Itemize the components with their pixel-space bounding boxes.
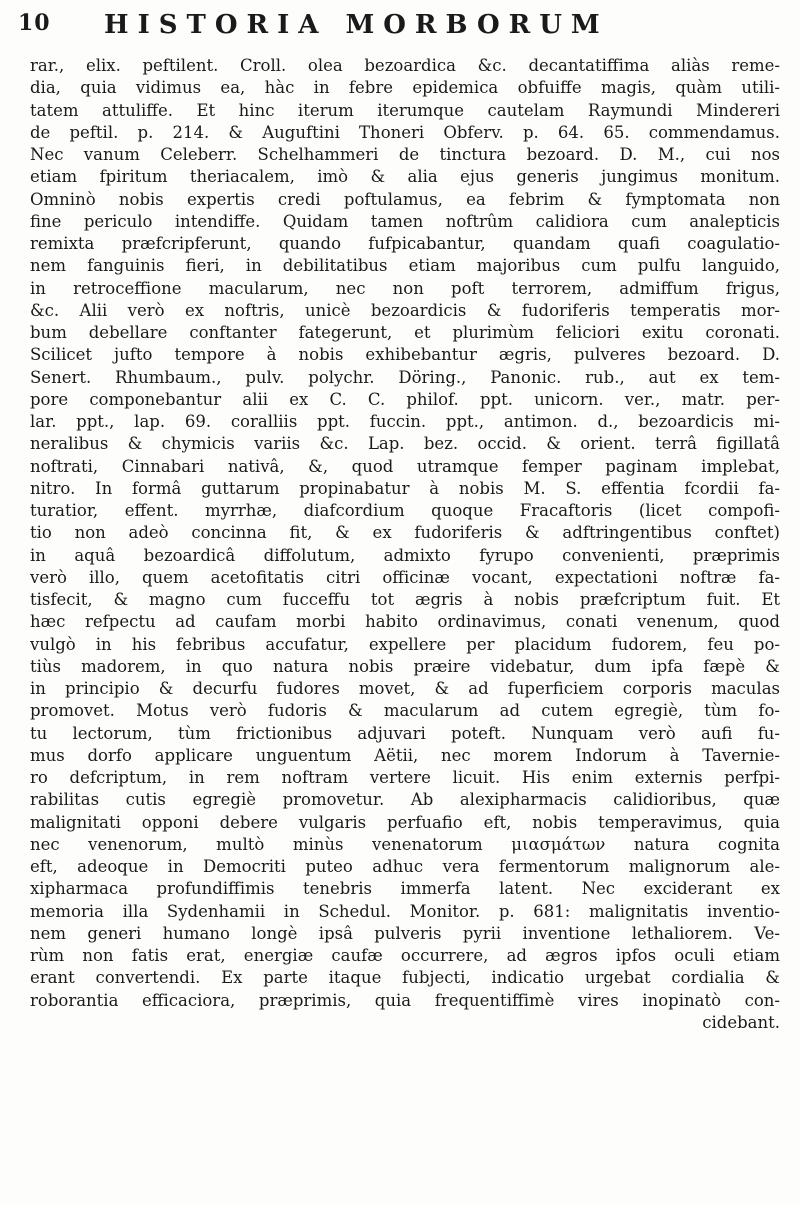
text-line: nem fanguinis fieri, in debilitatibus etiam majoribus cum pulfu languido, [30, 256, 780, 276]
text-line: vulgò in his febribus accufatur, expellere per placidum fudorem, feu po- [30, 634, 780, 654]
text-line: verò illo, quem acetofitatis citri officinæ vocant, expectationi noftræ fa- [30, 567, 780, 587]
text-line: Nec vanum Celeberr. Schelhammeri de tinctura bezoard. D. M., cui nos [30, 145, 780, 164]
text-line: tiùs madorem, in quo natura nobis præire videbatur, dum ipfa fæpè & [30, 656, 780, 676]
text-line: promovet. Motus verò fudoris & macularum ad cutem egregiè, tùm fo- [30, 701, 780, 721]
text-line: nem generi humano longè ipsâ pulveris pyrii inventione lethaliorem. Ve- [30, 923, 780, 943]
text-line: turatior, effent. myrrhæ, diafcordium quoque Fracaftoris (licet compofi- [30, 501, 780, 520]
text-line: rabilitas cutis egregiè promovetur. Ab alexipharmacis calidioribus, quæ [30, 790, 780, 810]
text-line: Scilicet jufto tempore à nobis exhibebantur ægris, pulveres bezoard. D. [30, 345, 780, 365]
text-line: roborantia efficaciora, præprimis, quia frequentiffimè vires inopinatò con- [30, 990, 780, 1010]
text-line: lar. ppt., lap. 69. coralliis ppt. fuccin. ppt., antimon. d., bezoardicis mi- [30, 412, 780, 431]
text-line: tisfecit, & magno cum fucceffu tot ægris à nobis præfcriptum fuit. Et [30, 590, 780, 609]
text-line: memoria illa Sydenhamii in Schedul. Monitor. p. 681: malignitatis inventio- [30, 901, 780, 921]
catchword-line: cidebant. [702, 1012, 780, 1032]
text-line: fine periculo intendiffe. Quidam tamen noftrûm calidiora cum analepticis [30, 211, 780, 231]
text-line: erant convertendi. Ex parte itaque fubjecti, indicatio urgebat cordialia & [30, 968, 780, 988]
text-line: bum debellare conftanter fategerunt, et plurimùm feliciori exitu coronati. [30, 323, 780, 342]
text-line: noftrati, Cinnabari nativâ, &, quod utramque femper paginam implebat, [30, 456, 780, 476]
text-line: dia, quia vidimus ea, hàc in febre epidemica obfuiffe magis, quàm utili- [30, 78, 780, 98]
text-line: malignitati opponi debere vulgaris perfuafio eft, nobis temperavimus, quia [30, 812, 780, 832]
text-line: Omninò nobis expertis credi poftulamus, ea febrim & fymptomata non [30, 189, 780, 209]
text-line: neralibus & chymicis variis &c. Lap. bez. occid. & orient. terrâ figillatâ [30, 434, 780, 454]
text-line: remixta præfcripferunt, quando fufpicabantur, quandam quafi coagulatio- [30, 234, 780, 253]
text-line: in aquâ bezoardicâ diffolutum, admixto fyrupo convenienti, præprimis [30, 545, 780, 565]
text-line: tio non adeò concinna fit, & ex fudoriferis & adftringentibus conftet) [30, 523, 780, 543]
text-line: nec venenorum, multò minùs venenatorum μιασμάτων natura cognita [30, 834, 780, 854]
text-line: eft, adeoque in Democriti puteo adhuc vera fermentorum malignorum ale- [30, 857, 780, 876]
text-line: Senert. Rhumbaum., pulv. polychr. Döring., Panonic. rub., aut ex tem- [30, 367, 780, 387]
text-line: in retroceffione macularum, nec non poft terrorem, admiffum frigus, [30, 278, 780, 298]
text-line: pore componebantur alii ex C. C. philof. ppt. unicorn. ver., matr. per- [30, 389, 780, 409]
text-line: mus dorfo applicare unguentum Aëtii, nec morem Indorum à Tavernie- [30, 745, 780, 765]
text-line: tu lectorum, tùm frictionibus adjuvari poteft. Nunquam verò aufi fu- [30, 723, 780, 743]
text-line: de peftil. p. 214. & Auguftini Thoneri Obferv. p. 64. 65. commendamus. [30, 122, 780, 142]
page-header [18, 10, 788, 46]
text-line: rùm non fatis erat, energiæ caufæ occurrere, ad ægros ipfos oculi etiam [30, 946, 780, 965]
text-line: etiam fpiritum theriacalem, imò & alia ejus generis jungimus monitum. [30, 167, 780, 187]
page-number: 10 [18, 10, 51, 36]
text-line: in principio & decurfu fudores movet, & ad fuperficiem corporis maculas [30, 679, 780, 698]
text-line: nitro. In formâ guttarum propinabatur à nobis M. S. effentia fcordii fa- [30, 478, 780, 498]
text-line: hæc refpectu ad caufam morbi habito ordinavimus, conati venenum, quod [30, 612, 780, 632]
text-line: tatem attuliffe. Et hinc iterum iterumque cautelam Raymundi Mindereri [30, 100, 780, 120]
text-line: ro defcriptum, in rem noftram vertere licuit. His enim externis perfpi- [30, 768, 780, 787]
text-line: &c. Alii verò ex noftris, unicè bezoardicis & fudoriferis temperatis mor- [30, 300, 780, 320]
running-title: HISTORIA MORBORUM [104, 10, 609, 40]
body-text [30, 55, 780, 1195]
text-line: xipharmaca profundiffimis tenebris immerfa latent. Nec exciderant ex [30, 879, 780, 899]
text-line: rar., elix. peftilent. Croll. olea bezoardica &c. decantatiffima aliàs reme- [30, 56, 780, 75]
